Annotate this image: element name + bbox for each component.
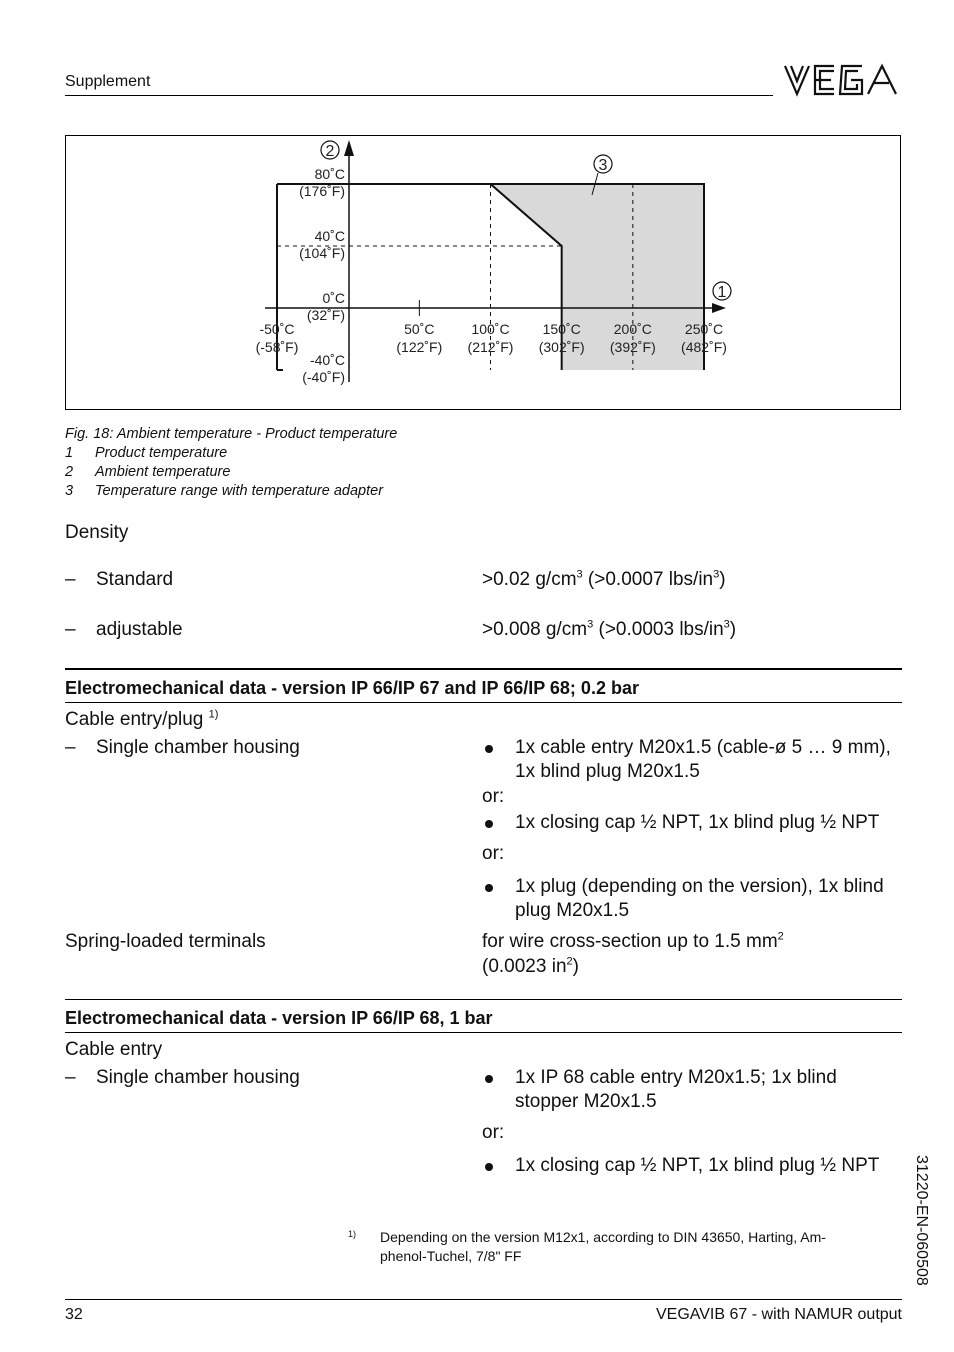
density-dash-1: – [65,569,76,590]
marker-3: 3 [598,157,608,174]
section2-bottom-rule [65,1032,902,1033]
vega-logo [782,62,902,98]
marker-1: 1 [717,284,727,301]
x-tick-label-c: 150˚C [542,321,581,337]
single-chamber-label-2: Single chamber housing [96,1067,300,1088]
density-dash-2: – [65,619,76,640]
s1-bullet-3-line-1: 1x plug (depending on the version), 1x blind [515,876,884,897]
density-title: Density [65,522,129,543]
cable-entry-plug-label: Cable entry/plug $^{1)}$ [65,708,219,730]
s1-or-1: or: [482,786,505,807]
figure-caption: Fig. 18: Ambient temperature - Product temperature [65,426,398,442]
section1-title: Electromechanical data - version IP 66/IP 67 and IP 66/IP 68; 0.2 bar [65,678,639,698]
section2-title: Electromechanical data - version IP 66/IP 68, 1 bar [65,1008,493,1028]
x-tick-label-c: -50˚C [259,321,295,337]
section2-top-rule [65,999,902,1000]
x-tick-label-f: (392˚F) [609,339,656,355]
s1-bullet-1-line-2: 1x blind plug M20x1.5 [515,761,700,782]
y-tick-label-c: -40˚C [309,352,345,368]
x-tick-label-f: (482˚F) [681,339,727,355]
page-number: 32 [65,1306,83,1323]
header-rule [65,95,773,96]
marker-2: 2 [325,143,335,160]
legend-item-1: 1 Product temperature [65,445,228,461]
s2-bullet-1-line-1: 1x IP 68 cable entry M20x1.5; 1x blind [515,1067,837,1088]
x-tick-label-c: 250˚C [684,321,724,337]
section1-top-rule [65,668,902,670]
y-tick-label-f: (104˚F) [299,245,345,261]
x-tick-label-c: 100˚C [471,321,510,337]
spring-terminals-label: Spring-loaded terminals [65,931,266,952]
bullet-dot [485,1163,493,1171]
y-tick-label-c: 80˚C [314,166,345,182]
bullet-dot [485,745,493,753]
x-tick-label-f: (122˚F) [396,339,443,355]
logo-text: VEGA [782,62,785,63]
s2-bullet-1-line-2: stopper M20x1.5 [515,1091,657,1112]
s2-bullet-2: 1x closing cap ½ NPT, 1x blind plug ½ NPT [515,1155,880,1176]
footer-product: VEGAVIB 67 - with NAMUR output [655,1306,902,1323]
footnote-mark: 1) [348,1229,357,1239]
footnote-line-1: Depending on the version M12x1, according to DIN 43650, Harting, Am- [380,1229,826,1245]
cable-entry-label: Cable entry [65,1039,163,1060]
document-code: 31220-EN-060508 [913,1155,930,1286]
legend-item-2: 2 Ambient temperature [65,464,231,480]
housing-dash-2: – [65,1067,76,1088]
x-tick-label-f: (212˚F) [467,339,514,355]
s2-or: or: [482,1122,505,1143]
y-tick-label-f: (176˚F) [299,183,345,199]
spring-terminals-value-1: for wire cross-section up to 1.5 $mm^2$ [482,930,784,952]
s1-bullet-3-line-2: plug M20x1.5 [515,900,630,921]
y-axis-arrow [344,140,354,156]
density-adjustable-label: adjustable [96,619,183,640]
s1-bullet-1-line-1: 1x cable entry M20x1.5 (cable-ø 5 … 9 mm), [515,737,891,758]
x-axis-arrow [712,303,726,313]
x-tick-label-f: (-58˚F) [255,339,299,355]
y-tick-label-c: 40˚C [314,228,345,244]
housing-dash-1: – [65,737,76,758]
s1-or-2: or: [482,843,505,864]
section1-bottom-rule [65,702,902,703]
header-section-label: Supplement [65,73,151,90]
footer-rule [65,1299,902,1300]
y-tick-label-c: 0˚C [322,290,345,306]
density-standard-label: Standard [96,569,174,590]
bullet-dot [485,884,493,892]
density-adjustable-value: >0.008 $g/cm^3$ (>0.0003 lbs/$in^3$) [482,618,737,640]
legend-item-3: 3 Temperature range with temperature adapter [65,483,384,499]
spring-terminals-value-2: (0.0023 $in^2$) [482,955,579,977]
footnote-line-2: phenol-Tuchel, 7/8" FF [380,1248,522,1264]
temperature-chart [66,136,900,409]
density-standard-value: >0.02 $g/cm^3$ (>0.0007 lbs/$in^3$) [482,568,726,590]
y-tick-label-f: (32˚F) [306,307,345,323]
s1-bullet-2: 1x closing cap ½ NPT, 1x blind plug ½ NPT [515,812,880,833]
x-tick-label-c: 200˚C [613,321,652,337]
bullet-dot [485,1075,493,1083]
y-tick-label-f: (-40˚F) [302,369,345,385]
bullet-dot [485,820,493,828]
x-tick-label-c: 50˚C [404,321,435,337]
single-chamber-label-1: Single chamber housing [96,737,300,758]
x-tick-label-f: (302˚F) [538,339,585,355]
